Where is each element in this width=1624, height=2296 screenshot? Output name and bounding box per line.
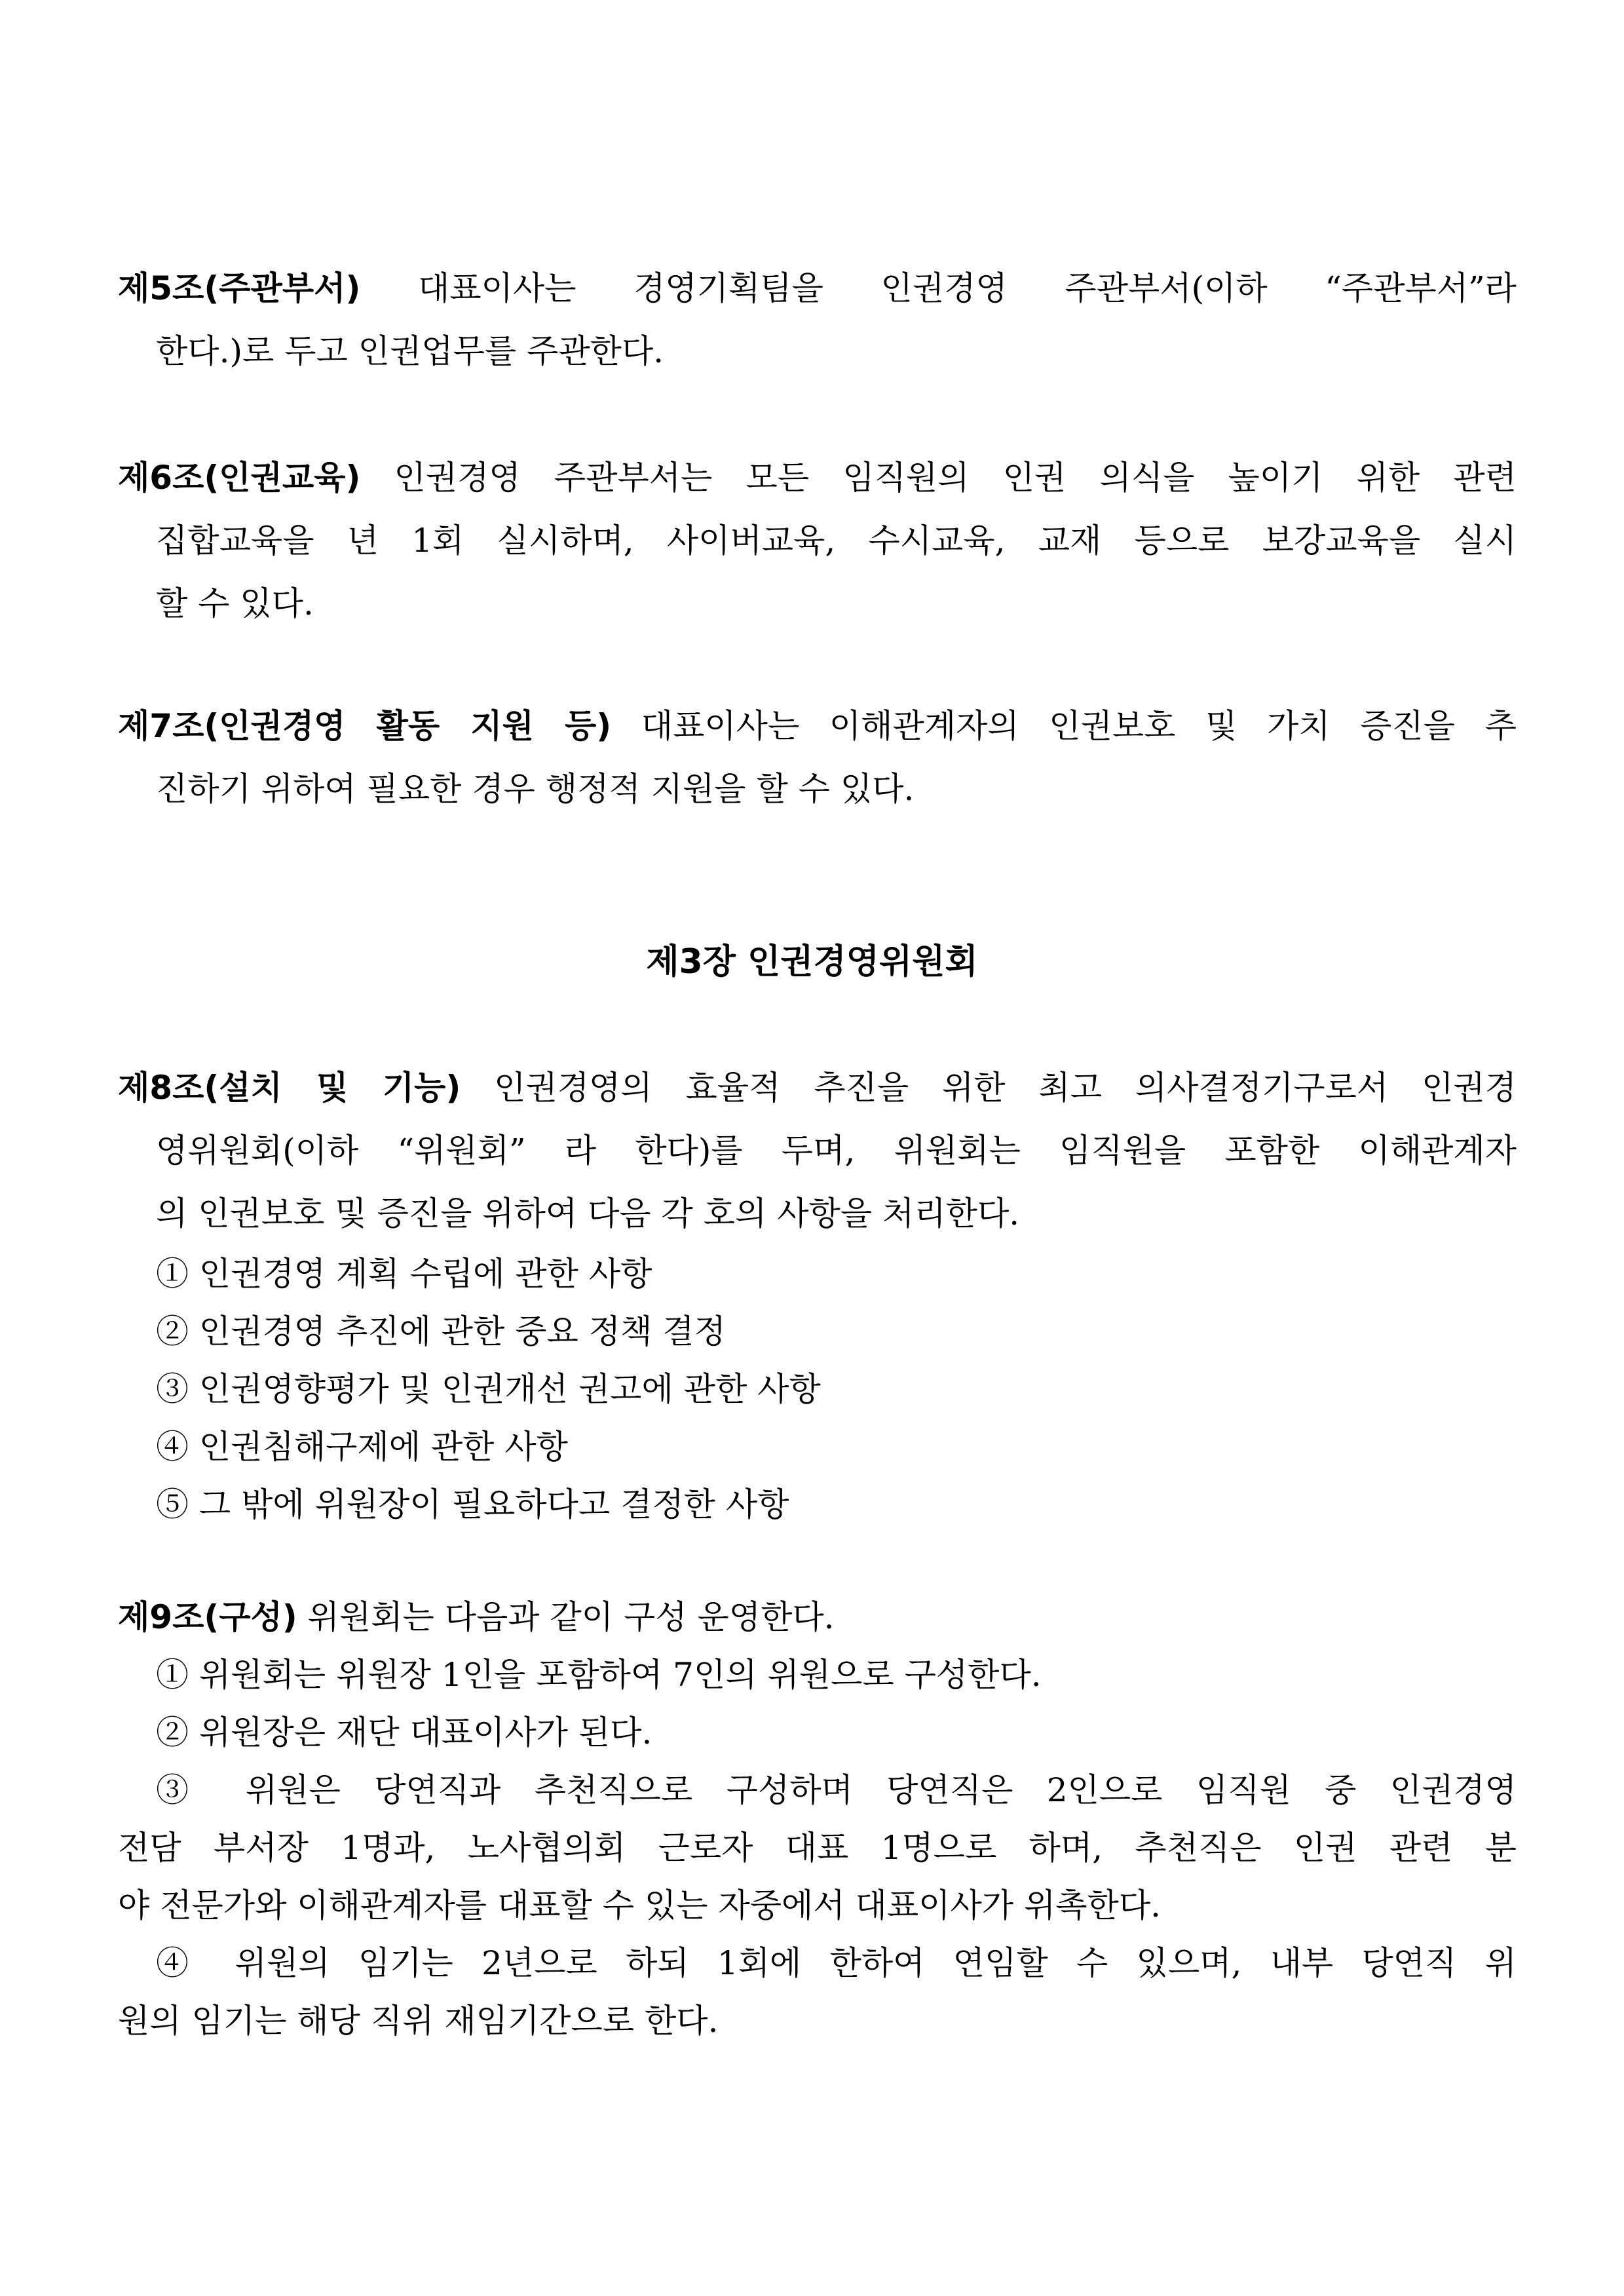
- article-7-heading: 제7조(인권경영 활동 지원 등): [118, 707, 612, 745]
- article-5-line-2: 한다.)로 두고 인권업무를 주관한다.: [156, 332, 664, 370]
- article-6-line-2: 집합교육을 년 1회 실시하며, 사이버교육, 수시교육, 교재 등으로 보강교육을 실시: [156, 522, 1517, 560]
- article-8-item-1: ① 인권경영 계획 수립에 관한 사항: [156, 1255, 652, 1293]
- article-9-item-1: ① 위원회는 위원장 1인을 포함하여 7인의 위원으로 구성한다.: [156, 1656, 1042, 1694]
- article-9-heading: 제9조(구성): [118, 1598, 297, 1636]
- article-8-line-2: 영위원회(이하 “위원회” 라 한다)를 두며, 위원회는 임직원을 포함한 이해관계자: [156, 1132, 1517, 1170]
- article-9: [118, 1588, 1517, 2050]
- article-8-item-5: ⑤ 그 밖에 위원장이 필요하다고 결정한 사항: [156, 1485, 789, 1523]
- article-8-item-2: ② 인권경영 추진에 관한 중요 정책 결정: [156, 1312, 726, 1350]
- article-5-text-1: 대표이사는 경영기획팀을 인권경영 주관부서(이하 “주관부서”라: [417, 269, 1517, 307]
- article-8-text-1: 인권경영의 효율적 추진을 위한 최고 의사결정기구로서 인권경: [494, 1069, 1517, 1107]
- article-8: [118, 1056, 1517, 1533]
- article-8-line-1: [118, 1056, 1517, 1119]
- article-6-heading: 제6조(인권교육): [118, 459, 361, 497]
- article-8-item-4: ④ 인권침해구제에 관한 사항: [156, 1428, 568, 1466]
- article-6-text-1: 인권경영 주관부서는 모든 임직원의 인권 의식을 높이기 위한 관련: [394, 459, 1517, 497]
- article-5-heading: 제5조(주관부서): [118, 269, 361, 307]
- article-7-line-2: 진하기 위하여 필요한 경우 행정적 지원을 할 수 있다.: [156, 770, 915, 808]
- article-7: [118, 695, 1517, 820]
- article-6-line-3: 할 수 있다.: [156, 584, 314, 622]
- article-5: [118, 257, 1517, 383]
- article-5-line-1: [118, 257, 1517, 320]
- article-9-line-1: [118, 1588, 1517, 1646]
- article-9-item-2: ② 위원장은 재단 대표이사가 된다.: [156, 1713, 652, 1751]
- article-9-item-4-line-1: ④ 위원의 임기는 2년으로 하되 1회에 한하여 연임할 수 있으며, 내부 당연직 위: [156, 1944, 1517, 1982]
- article-9-item-3-line-3: 야 전문가와 이해관계자를 대표할 수 있는 자중에서 대표이사가 위촉한다.: [118, 1886, 1161, 1924]
- article-9-intro: 위원회는 다음과 같이 구성 운영한다.: [307, 1598, 835, 1636]
- article-8-line-3: 의 인권보호 및 증진을 위하여 다음 각 호의 사항을 처리한다.: [156, 1195, 1020, 1233]
- article-8-heading: 제8조(설치 및 기능): [118, 1069, 461, 1107]
- article-7-line-1: [118, 695, 1517, 757]
- article-9-item-3-line-2: 전담 부서장 1명과, 노사협의회 근로자 대표 1명으로 하며, 추천직은 인권 관련 분: [118, 1829, 1517, 1867]
- article-9-item-3-line-1: ③ 위원은 당연직과 추천직으로 구성하며 당연직은 2인으로 임직원 중 인권경영: [156, 1771, 1517, 1809]
- chapter-3-title: 제3장 인권경영위원회: [646, 942, 978, 982]
- article-6-line-1: [118, 446, 1517, 509]
- article-9-item-4-line-2: 원의 임기는 해당 직위 재임기간으로 한다.: [118, 2002, 719, 2040]
- article-6: [118, 446, 1517, 635]
- article-7-text-1: 대표이사는 이해관계자의 인권보호 및 가치 증진을 추: [641, 707, 1517, 745]
- article-8-item-3: ③ 인권영향평가 및 인권개선 권고에 관한 사항: [156, 1370, 821, 1408]
